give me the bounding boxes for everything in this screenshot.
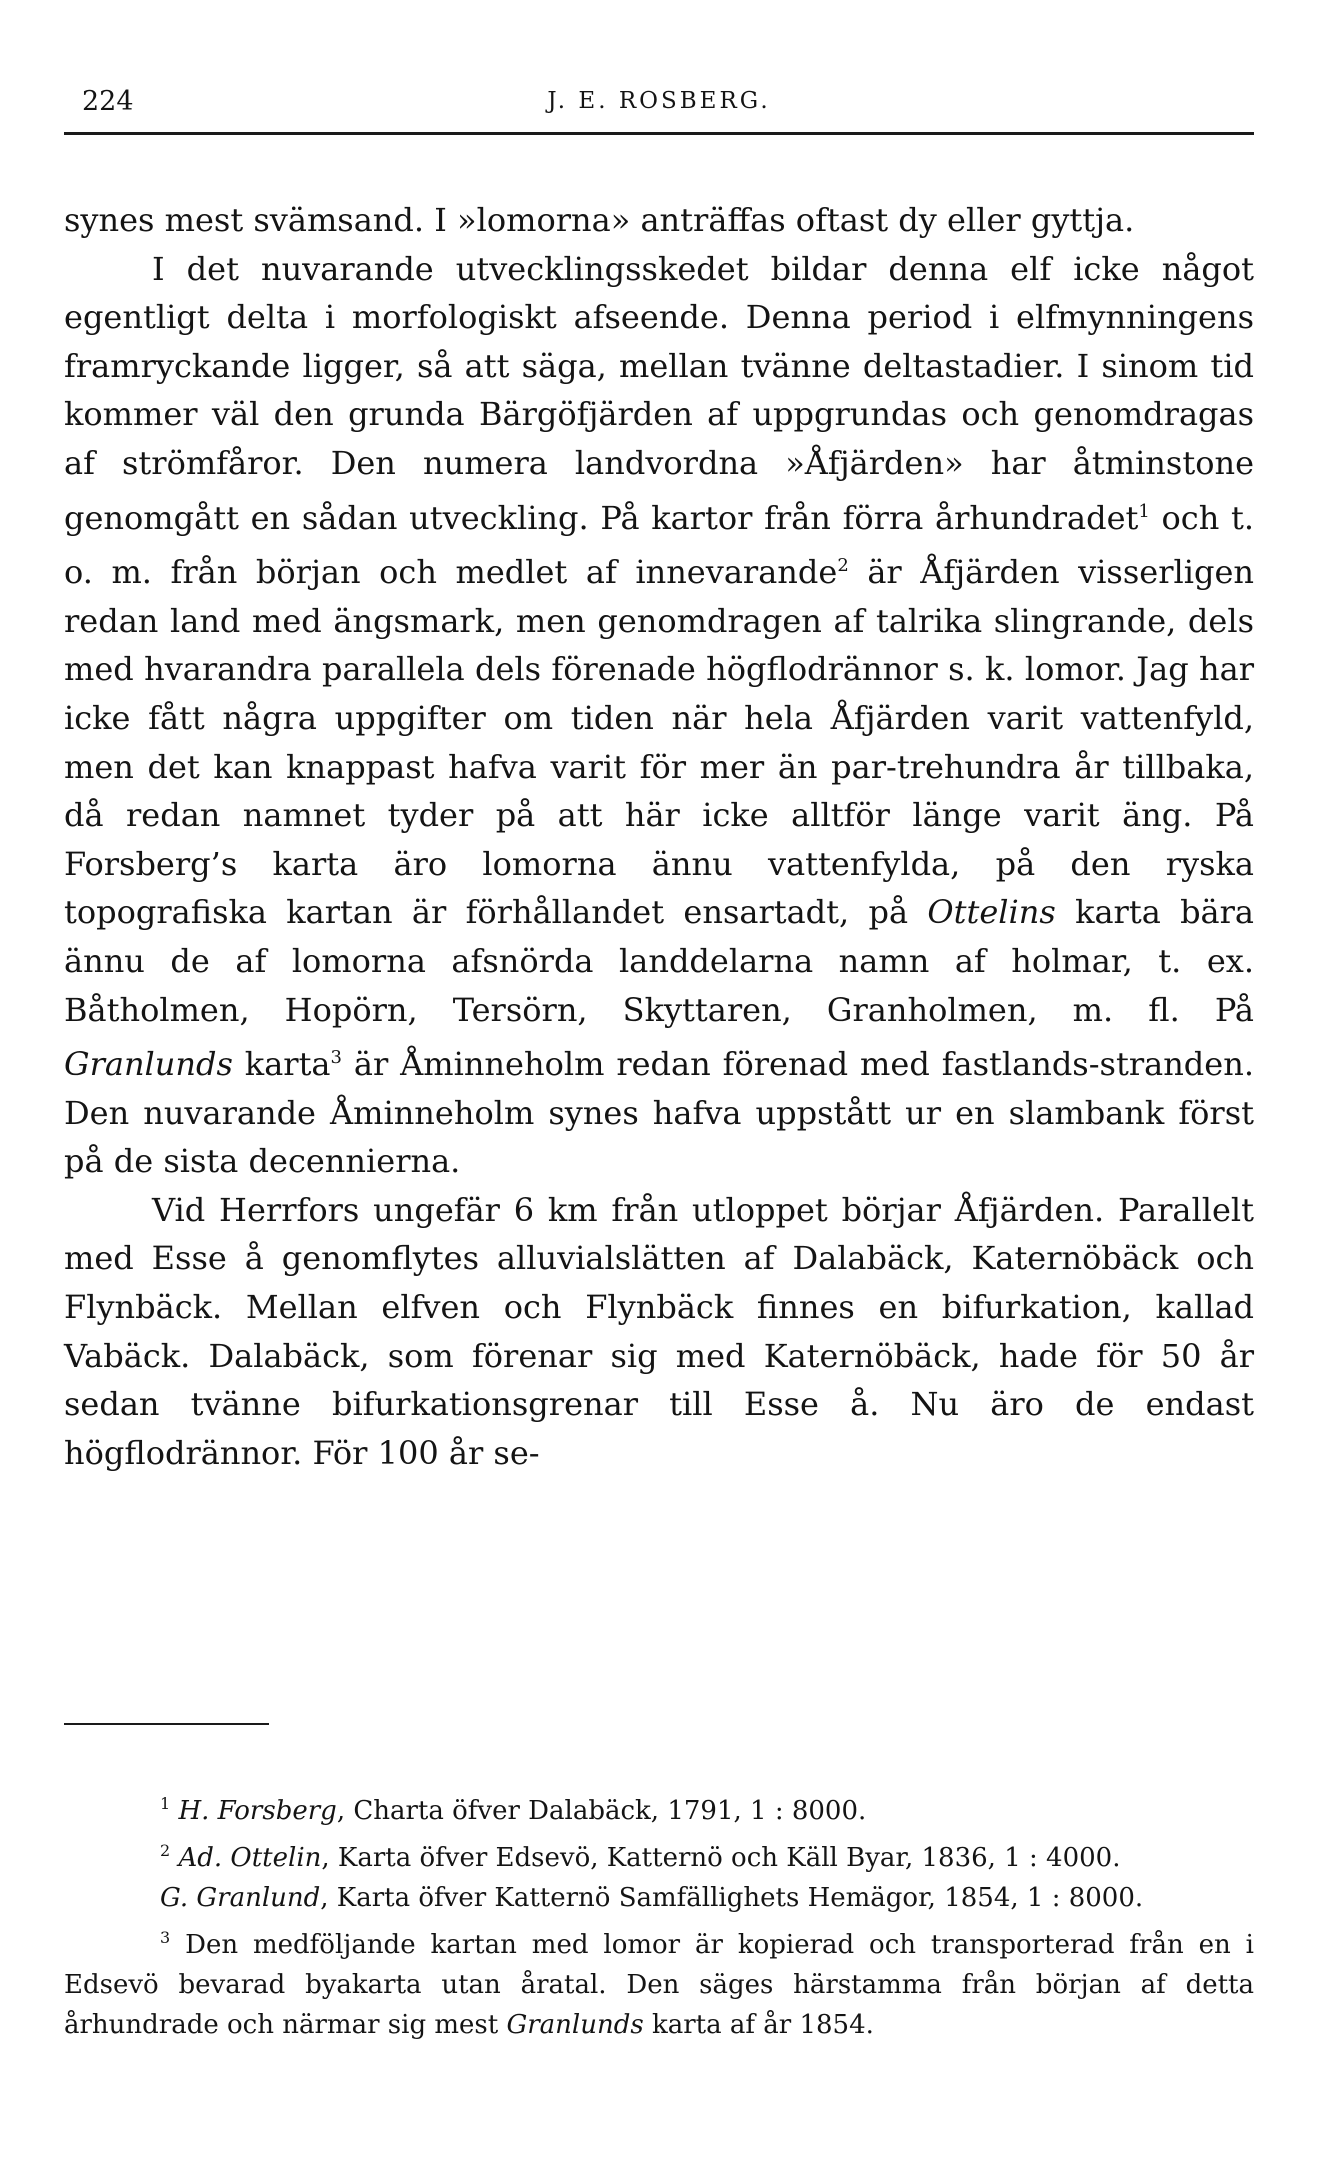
page-number: 224 bbox=[82, 86, 134, 117]
footnote-1: $^1$ H. Forsberg, Charta öfver Dalabäck, 1791, 1 : 8000. bbox=[160, 1794, 867, 1826]
footnote-2-continued: G. Granlund, Karta öfver Katternö Samfällighets Hemägor, 1854, 1 : 8000. bbox=[160, 1883, 1144, 1913]
running-head bbox=[64, 74, 1254, 122]
footnote-ref-2: 2 bbox=[837, 555, 849, 577]
header-rule bbox=[64, 132, 1254, 135]
body-text bbox=[64, 196, 1254, 1477]
footnote-ref-1: 1 bbox=[1138, 500, 1150, 522]
footnotes bbox=[64, 1784, 1254, 2045]
footnote-2: $^2$ Ad. Ottelin, Karta öfver Edsevö, Katternö och Käll Byar, 1836, 1 : 4000. bbox=[160, 1841, 1121, 1873]
footnote-3: $^3$ Den medföljande kartan med lomor är kopierad och transporterad från en i Edsevö bevarad byakarta utan åratal. Den säges härstamma från början af detta århundrade och närmar sig mest Granlunds karta af år 1854. bbox=[64, 1928, 1254, 2040]
running-title: J. E. ROSBERG. bbox=[547, 88, 771, 114]
italic-granlunds: Granlunds bbox=[64, 1045, 233, 1084]
paragraph-2: I det nuvarande utvecklingsskedet bildar denna elf icke något egentligt delta i morfologiskt afseende. Denna period i elfmynningens framryckande ligger, så att säga, mellan tvänne deltastadier. I sinom tid kommer väl den grunda Bärgöfjärden af uppgrundas och genomdragas af strömfåror. Den numera landvordna »Åfjärden» har åtminstone genomgått en sådan utveckling. På kartor från förra århundradet$^1$ och t. o. m. från början och medlet af innevarande$^2$ är Åfjärden visserligen redan land med ängsmark, men genomdragen af talrika slingrande, dels med hvarandra parallela dels förenade högflodrännor s. k. lomor. Jag har icke fått några uppgifter om tiden när hela Åfjärden varit vattenfyld, men det kan knappast hafva varit för mer än par-trehundra år tillbaka, då redan namnet tyder på att här icke alltför länge varit äng. På Forsberg’s karta äro lomorna ännu vattenfylda, på den ryska topografiska kartan är förhållandet ensartadt, på Ottelins karta bära ännu de af lomorna afsnörda landdelarna namn af holmar, t. ex. Båtholmen, Hopörn, Tersörn, Skyttaren, Granholmen, m. fl. På Granlunds karta$^3$ är Åminneholm redan förenad med fastlands-stranden. Den nuvarande Åminneholm synes hafva uppstått ur en slambank först på de sista decennierna. bbox=[64, 249, 1255, 1181]
footnote-ref-3: 3 bbox=[330, 1047, 342, 1069]
paragraph-1: synes mest svämsand. I »lomorna» anträffas oftast dy eller gyttja. bbox=[64, 201, 1135, 239]
italic-ottelins: Ottelins bbox=[927, 893, 1056, 932]
footnote-rule bbox=[64, 1723, 269, 1725]
paragraph-3: Vid Herrfors ungefär 6 km från utloppet börjar Åfjärden. Parallelt med Esse å genomflytes alluvialslätten af Dalabäck, Katernöbäck och Flynbäck. Mellan elfven och Flynbäck finnes en bifurkation, kallad Vabäck. Dalabäck, som förenar sig med Katernöbäck, hade för 50 år sedan tvänne bifurkationsgrenar till Esse å. Nu äro de endast högflodrännor. För 100 år se- bbox=[64, 1190, 1254, 1472]
